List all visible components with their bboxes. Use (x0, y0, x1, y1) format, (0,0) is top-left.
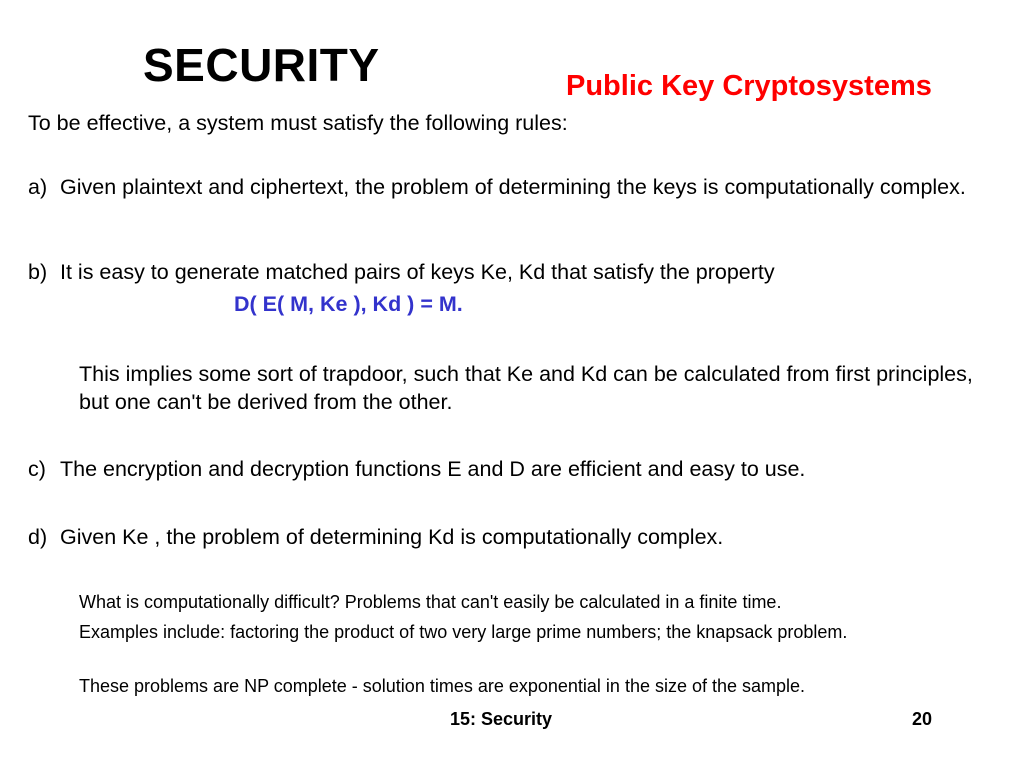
rule-text: Given Ke , the problem of determining Kd is computationally complex. (60, 525, 724, 549)
intro-text: To be effective, a system must satisfy the following rules: (28, 111, 568, 135)
property-formula: D( E( M, Ke ), Kd ) = M. (234, 292, 463, 316)
rule-marker: b) (28, 260, 48, 284)
slide-title: SECURITY (143, 39, 380, 91)
rule-marker: a) (28, 175, 48, 199)
note-np-complete: These problems are NP complete - solution times are exponential in the size of the sample. (79, 676, 806, 696)
rule-text: Given plaintext and ciphertext, the problem of determining the keys is computationally complex. (60, 175, 966, 199)
rule-text: The encryption and decryption functions E and D are efficient and easy to use. (60, 457, 806, 481)
rule-b (28, 259, 968, 285)
note-examples: Examples include: factoring the product of two very large prime numbers; the knapsack problem. (79, 622, 848, 642)
rule-a (28, 174, 968, 200)
footer-label: 15: Security (450, 709, 553, 729)
slide-subtitle: Public Key Cryptosystems (566, 70, 932, 102)
rule-marker: d) (28, 525, 48, 549)
rule-c (28, 456, 968, 482)
rule-marker: c) (28, 457, 46, 481)
rule-d (28, 524, 968, 550)
trapdoor-note: This implies some sort of trapdoor, such that Ke and Kd can be calculated from first principles, but one can't be derived from the other. (79, 362, 973, 414)
page-number: 20 (912, 709, 933, 729)
rule-text: It is easy to generate matched pairs of keys Ke, Kd that satisfy the property (60, 260, 775, 284)
note-difficulty: What is computationally difficult? Problems that can't easily be calculated in a finite time. (79, 592, 782, 612)
